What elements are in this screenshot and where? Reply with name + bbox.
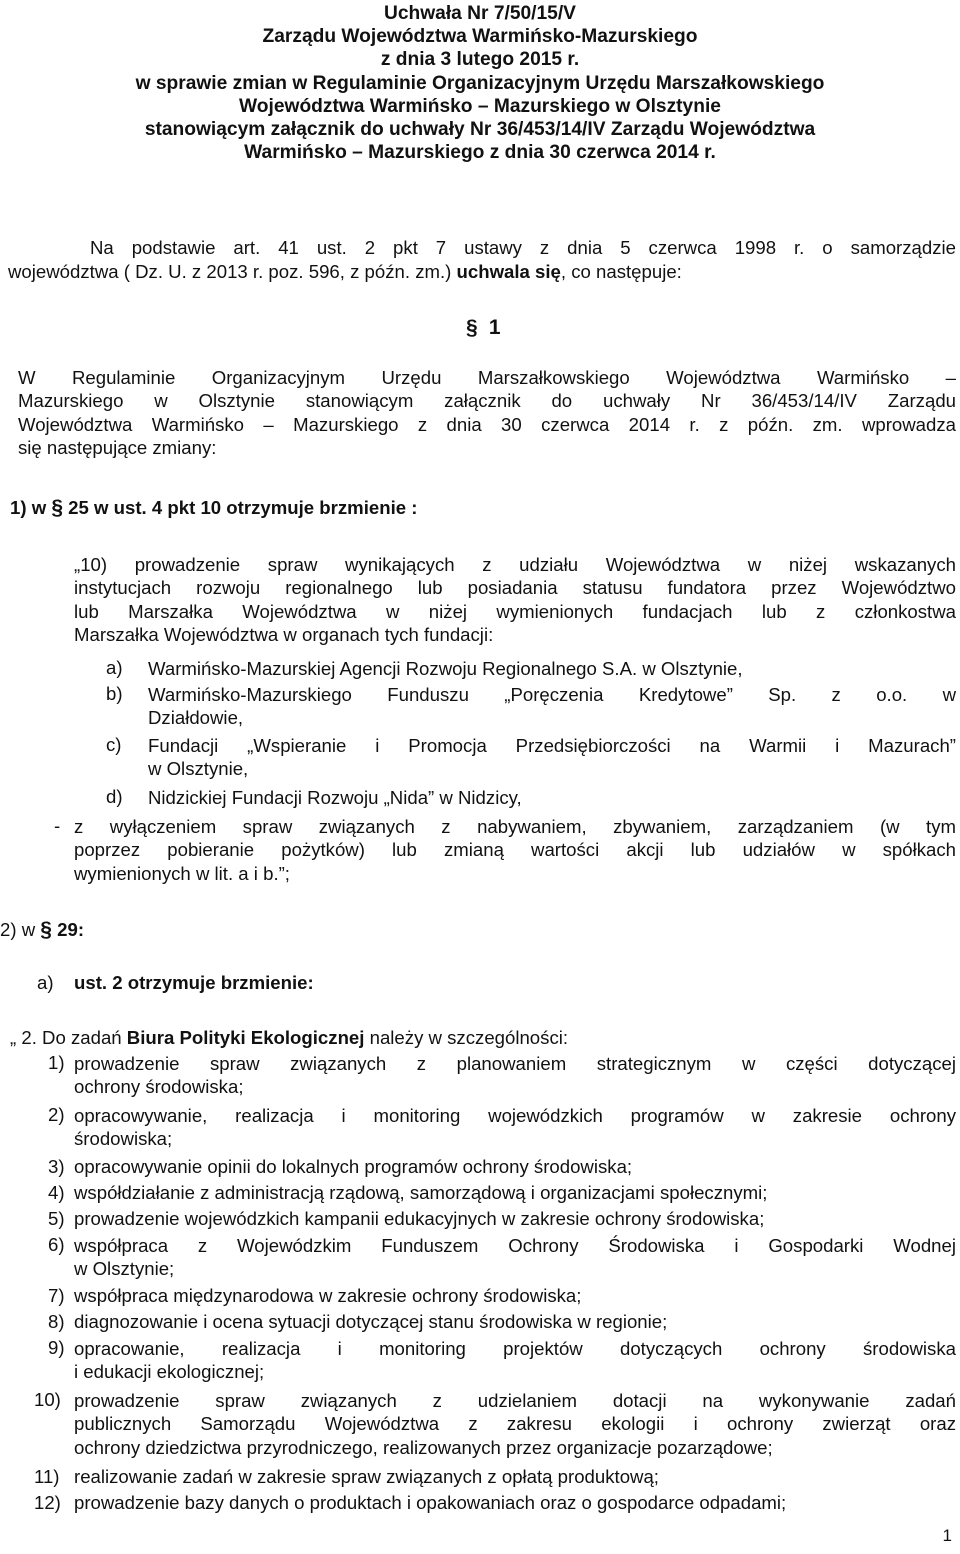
section-sign: §: [40, 918, 52, 941]
subitem-label: c): [106, 734, 122, 755]
task-label: 2): [48, 1104, 65, 1125]
task-label: 12): [34, 1492, 61, 1513]
item-2a-text: ust. 2 otrzymuje brzmienie:: [74, 972, 314, 993]
point-10-text: [74, 553, 956, 647]
task-item: prowadzenie spraw związanych z udzielaniem dotacji na wykonywanie zadań publicznych Samorządu Województwa z zakresu ekologii i ochrony zwierząt oraz ochrony dziedzictwa przyrodniczego, realizowanych przez organizacje pozarządowe;: [74, 1390, 956, 1458]
section-intro: [18, 366, 956, 460]
task-label: 8): [48, 1311, 65, 1332]
office-name: Biura Polityki Ekologicznej: [126, 1027, 365, 1048]
preamble: [90, 236, 956, 259]
task-item: współdziałanie z administracją rządową, samorządową i organizacjami społecznymi;: [74, 1182, 768, 1203]
point-line: „10) prowadzenie spraw wynikających z udziału Województwa w niżej wskazanych: [74, 554, 956, 575]
subitem: Nidzickiej Fundacji Rozwoju „Nida” w Nidzicy,: [148, 787, 522, 808]
task-item: prowadzenie spraw związanych z planowaniem strategicznym w części dotyczącej ochrony środowiska;: [74, 1053, 956, 1098]
exclusion-clause: z wyłączeniem spraw związanych z nabywaniem, zbywaniem, zarządzaniem (w tym poprzez pobieranie pożytków) lub zmianą wartości akcji lub udziałów w spółkach wymienionych w lit. a i b.”;: [74, 816, 956, 884]
subitem-label: a): [106, 657, 123, 678]
section-heading: [466, 316, 501, 340]
task-item: prowadzenie wojewódzkich kampanii edukacyjnych w zakresie ochrony środowiska;: [74, 1208, 765, 1229]
intro-line: Mazurskiego w Olsztynie stanowiącym załącznik do uchwały Nr 36/453/14/IV Zarządu: [18, 390, 956, 412]
task-item: współpraca międzynarodowa w zakresie ochrony środowiska;: [74, 1285, 582, 1306]
page-number: 1: [942, 1526, 952, 1545]
point-line: lub Marszałka Województwa w niżej wymienionych fundacjach lub z członkostwa: [74, 600, 956, 622]
preamble-tail: , co następuje:: [560, 261, 682, 282]
preamble-text: województwa ( Dz. U. z 2013 r. poz. 596, z późn. zm.): [8, 261, 457, 282]
section-sign: §: [51, 496, 64, 519]
title-line: stanowiącym załącznik do uchwały Nr 36/453/14/IV Zarządu Województwa: [144, 119, 816, 141]
task-item: realizowanie zadań w zakresie spraw związanych z opłatą produktową;: [74, 1466, 659, 1487]
intro-line: się następujące zmiany:: [18, 437, 217, 459]
preamble-continuation: [8, 260, 948, 283]
task-item: diagnozowanie i ocena sytuacji dotyczącej stanu środowiska w regionie;: [74, 1311, 668, 1332]
section-number: 1: [488, 316, 501, 339]
title-line: Województwa Warmińsko – Mazurskiego w Olsztynie: [239, 95, 721, 117]
section-sign: §: [466, 316, 478, 339]
resolution-title: [40, 2, 920, 164]
title-line: z dnia 3 lutego 2015 r.: [380, 49, 580, 71]
preamble-line: Na podstawie art. 41 ust. 2 pkt 7 ustawy z dnia 5 czerwca 1998 r. o samorządzie: [90, 237, 956, 258]
subitem: Fundacji „Wspieranie i Promocja Przedsiębiorczości na Warmii i Mazurach” w Olsztynie,: [148, 735, 956, 780]
title-line: Zarządu Województwa Warmińsko-Mazurskiego: [262, 26, 698, 48]
task-label: 9): [48, 1337, 65, 1358]
task-label: 6): [48, 1234, 65, 1255]
subitem: Warmińsko-Mazurskiej Agencji Rozwoju Regionalnego S.A. w Olsztynie,: [148, 658, 743, 679]
task-label: 3): [48, 1156, 65, 1177]
task-label: 5): [48, 1208, 65, 1229]
task-label: 4): [48, 1182, 65, 1203]
task-label: 7): [48, 1285, 65, 1306]
intro-line: Województwa Warmińsko – Mazurskiego z dnia 30 czerwca 2014 r. z późn. zm. wprowadza: [18, 413, 956, 435]
task-item: współpraca z Wojewódzkim Funduszem Ochrony Środowiska i Gospodarki Wodnej w Olsztynie;: [74, 1235, 956, 1280]
subitem: Warmińsko-Mazurskiego Funduszu „Poręczenia Kredytowe” Sp. z o.o. w Działdowie,: [148, 684, 956, 729]
exclusion-dash: -: [54, 815, 61, 836]
task-item: opracowanie, realizacja i monitoring projektów dotyczących ochrony środowiska i edukacji ekologicznej;: [74, 1338, 956, 1383]
point-line: Marszałka Województwa w organach tych fundacji:: [74, 624, 494, 646]
subitem-label: d): [106, 786, 123, 807]
task-item: opracowywanie, realizacja i monitoring wojewódzkich programów w zakresie ochrony środowiska;: [74, 1105, 956, 1150]
intro-line: W Regulaminie Organizacyjnym Urzędu Marszałkowskiego Województwa Warmińsko –: [18, 367, 956, 388]
item-2a-label: a): [37, 972, 54, 993]
subitem-label: b): [106, 683, 123, 704]
title-line: Uchwała Nr 7/50/15/V: [384, 3, 576, 24]
title-line: w sprawie zmian w Regulaminie Organizacyjnym Urzędu Marszałkowskiego: [135, 72, 825, 94]
preamble-enactment: uchwala się: [456, 261, 561, 282]
title-line: Warmińsko – Mazurskiego z dnia 30 czerwca 2014 r.: [244, 142, 716, 164]
task-item: opracowywanie opinii do lokalnych programów ochrony środowiska;: [74, 1156, 633, 1177]
task-label: 10): [34, 1389, 61, 1410]
paragraph-2-intro: „ 2. Do zadań Biura Polityki Ekologicznej należy w szczególności:: [10, 1027, 569, 1048]
amendment-item-1: 1) w § 25 w ust. 4 pkt 10 otrzymuje brzmienie :: [10, 496, 418, 519]
task-label: 1): [48, 1052, 65, 1073]
task-item: prowadzenie bazy danych o produktach i opakowaniach oraz o gospodarce odpadami;: [74, 1492, 787, 1513]
task-label: 11): [34, 1466, 60, 1487]
amendment-item-2: 2) w § 29:: [0, 918, 85, 941]
point-line: instytucjach rozwoju regionalnego lub posiadania statusu fundatora przez Województwo: [74, 577, 956, 599]
